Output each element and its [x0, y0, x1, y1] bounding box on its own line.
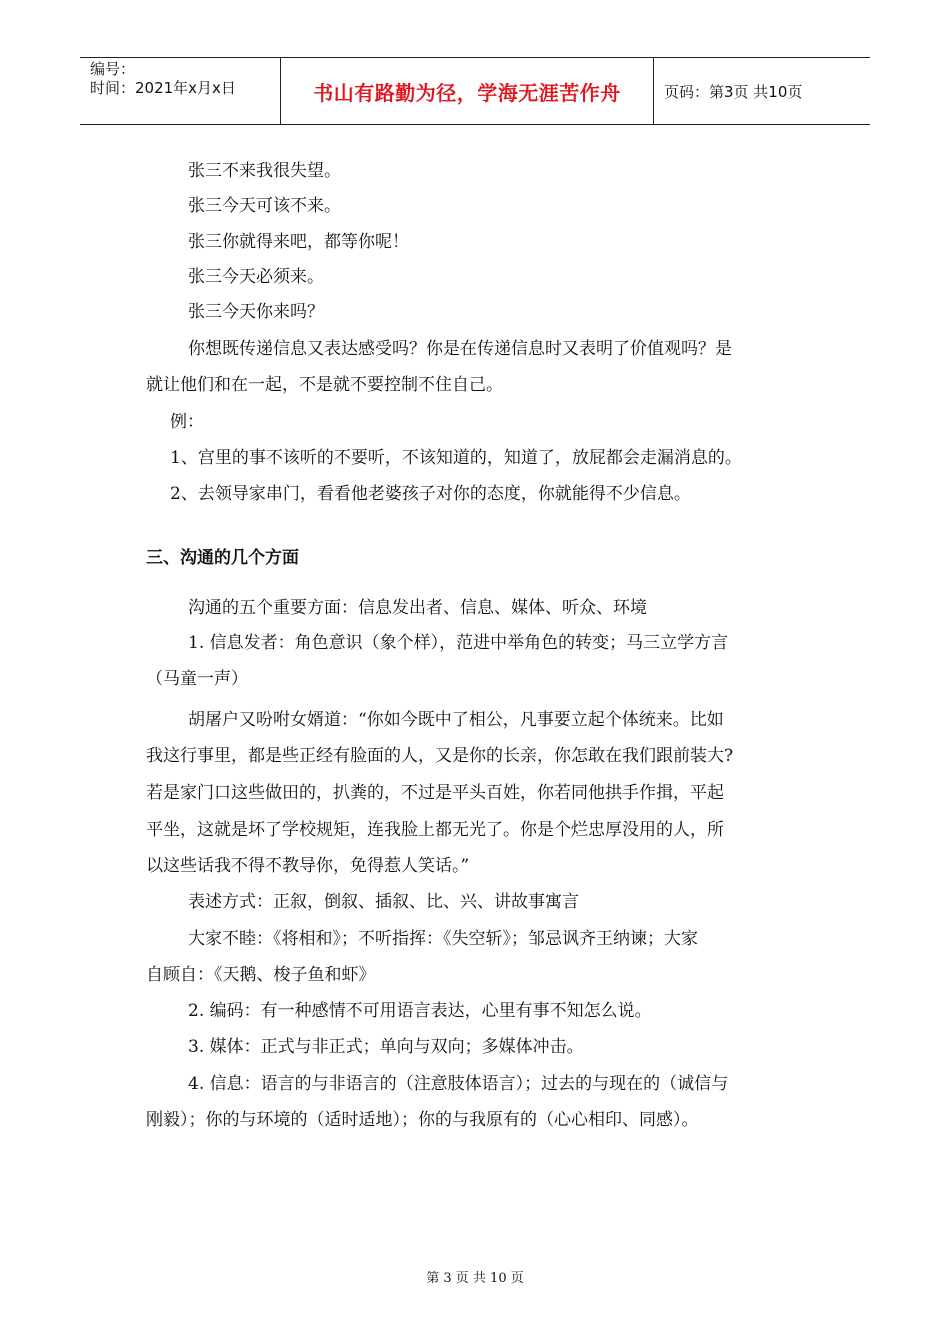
paragraph: 刚毅）；你的与环境的（适时适地）；你的与我原有的（心心相印、同感）。 — [146, 1110, 699, 1130]
document-time-label: 时间：2021年x月x日 — [90, 79, 236, 97]
paragraph: 张三你就得来吧，都等你呢！ — [188, 232, 409, 252]
quote-line: 若是家门口这些做田的，扒粪的，不过是平头百姓，你若同他拱手作揖，平起 — [146, 783, 724, 803]
paragraph: 沟通的五个重要方面：信息发出者、信息、媒体、听众、环境 — [188, 598, 647, 618]
header-page-number: 页码：第3页 共10页 — [664, 82, 803, 101]
header-motto: 书山有路勤为径，学海无涯苦作舟 — [281, 58, 654, 124]
paragraph: 例： — [170, 412, 204, 432]
paragraph: 张三今天必须来。 — [188, 267, 324, 287]
paragraph: 就让他们和在一起，不是就不要控制不住自己。 — [146, 375, 503, 395]
paragraph: （马童一声） — [146, 669, 248, 689]
quote-line: 平坐，这就是坏了学校规矩，连我脸上都无光了。你是个烂忠厚没用的人，所 — [146, 820, 724, 840]
list-item: 4. 信息：语言的与非语言的（注意肢体语言）；过去的与现在的（诚信与 — [188, 1074, 729, 1094]
quote-line: 胡屠户又吩咐女婿道：“你如今既中了相公，凡事要立起个体统来。比如 — [188, 710, 724, 730]
list-item: 1. 信息发者：角色意识（象个样），范进中举角色的转变；马三立学方言 — [188, 633, 729, 653]
paragraph: 张三今天可该不来。 — [188, 196, 341, 216]
list-item: 3. 媒体：正式与非正式；单向与双向；多媒体冲击。 — [188, 1037, 584, 1057]
page-footer: 第 3 页 共 10 页 — [426, 1271, 524, 1286]
paragraph: 张三不来我很失望。 — [188, 161, 341, 181]
quote-line: 我这行事里，都是些正经有脸面的人，又是你的长亲，你怎敢在我们跟前装大? — [146, 746, 734, 766]
paragraph: 自顾自：《天鹅、梭子鱼和虾》 — [146, 965, 376, 985]
quote-line: 以这些话我不得不教导你，免得惹人笑话。” — [146, 856, 470, 876]
section-heading: 三、沟通的几个方面 — [146, 548, 299, 568]
header-meta — [80, 58, 281, 124]
list-item: 2. 编码：有一种感情不可用语言表达，心里有事不知怎么说。 — [188, 1001, 652, 1021]
page-header — [80, 57, 870, 125]
paragraph: 表述方式：正叙，倒叙、插叙、比、兴、讲故事寓言 — [188, 892, 579, 912]
list-item: 2、去领导家串门，看看他老婆孩子对你的态度，你就能得不少信息。 — [170, 484, 691, 504]
paragraph: 你想既传递信息又表达感受吗？你是在传递信息时又表明了价值观吗？是 — [188, 339, 732, 359]
paragraph: 张三今天你来吗？ — [188, 302, 324, 322]
paragraph: 大家不睦：《将相和》；不听指挥：《失空斩》；邹忌讽齐王纳谏；大家 — [188, 929, 698, 949]
document-number-label: 编号： — [90, 60, 136, 78]
list-item: 1、宫里的事不该听的不要听，不该知道的，知道了，放屁都会走漏消息的。 — [170, 448, 742, 468]
